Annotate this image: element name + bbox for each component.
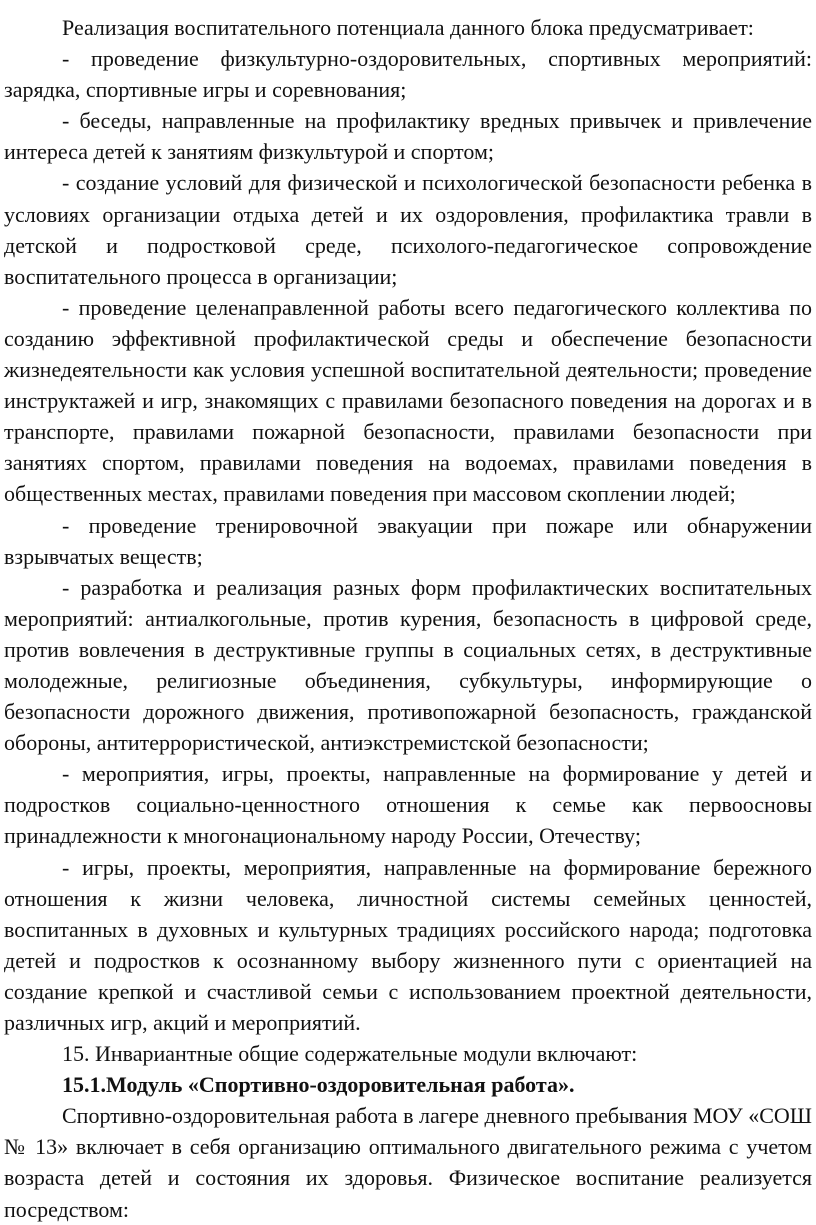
list-item: - проведение целенаправленной работы всего педагогического коллектива по созданию эффективной профилактической среды и обеспечение безопасности жизнедеятельности как условия успешной воспитательной деятельности; проведение инструктажей и игр, знакомящих с правилами безопасного поведения на дорогах и в транспорте, правилами пожарной безопасности, правилами безопасности при занятиях спортом, правилами поведения на водоемах, правилами поведения в общественных местах, правилами поведения при массовом скоплении людей;	[4, 294, 812, 507]
module-heading: 15.1.Модуль «Спортивно-оздоровительная работа».	[62, 1072, 575, 1098]
closing-paragraph: Спортивно-оздоровительная работа в лагере дневного пребывания МОУ «СОШ № 13» включает в себя организацию оптимального двигательного режима с учетом возраста детей и состояния их здоровья. Физическое воспитание реализуется посредством:	[4, 1103, 812, 1222]
intro-paragraph: Реализация воспитательного потенциала данного блока предусматривает:	[62, 15, 754, 40]
list-item: - проведение тренировочной эвакуации при пожаре или обнаружении взрывчатых веществ;	[4, 512, 812, 569]
list-item: - беседы, направленные на профилактику вредных привычек и привлечение интереса детей к занятиям физкультурой и спортом;	[4, 108, 812, 165]
list-item: - создание условий для физической и психологической безопасности ребенка в условиях организации отдыха детей и их оздоровления, профилактика травли в детской и подростковой среде, психолого-педагогическое сопровождение воспитательного процесса в организации;	[4, 170, 812, 289]
list-item: - разработка и реализация разных форм профилактических воспитательных мероприятий: антиалкогольные, против курения, безопасность в цифровой среде, против вовлечения в деструктивные группы в социальных сетях, в деструктивные молодежные, религиозные объединения, субкультуры, информирующие о безопасности дорожного движения, противопожарной безопасность, гражданской обороны, антитеррористической, антиэкстремистской безопасности;	[4, 574, 812, 756]
list-item: - проведение физкультурно-оздоровительных, спортивных мероприятий: зарядка, спортивные игры и соревнования;	[4, 46, 812, 103]
list-item: - мероприятия, игры, проекты, направленные на формирование у детей и подростков социально-ценностного отношения к семье как первоосновы принадлежности к многонациональному народу России, Отечеству;	[4, 761, 812, 849]
list-item: - игры, проекты, мероприятия, направленные на формирование бережного отношения к жизни человека, личностной системы семейных ценностей, воспитанных в духовных и культурных традициях российского народа; подготовка детей и подростков к осознанному выбору жизненного пути с ориентацией на создание крепкой и счастливой семьи с использованием проектной деятельности, различных игр, акций и мероприятий.	[4, 854, 812, 1035]
modules-line: 15. Инвариантные общие содержательные модули включают:	[62, 1041, 638, 1067]
